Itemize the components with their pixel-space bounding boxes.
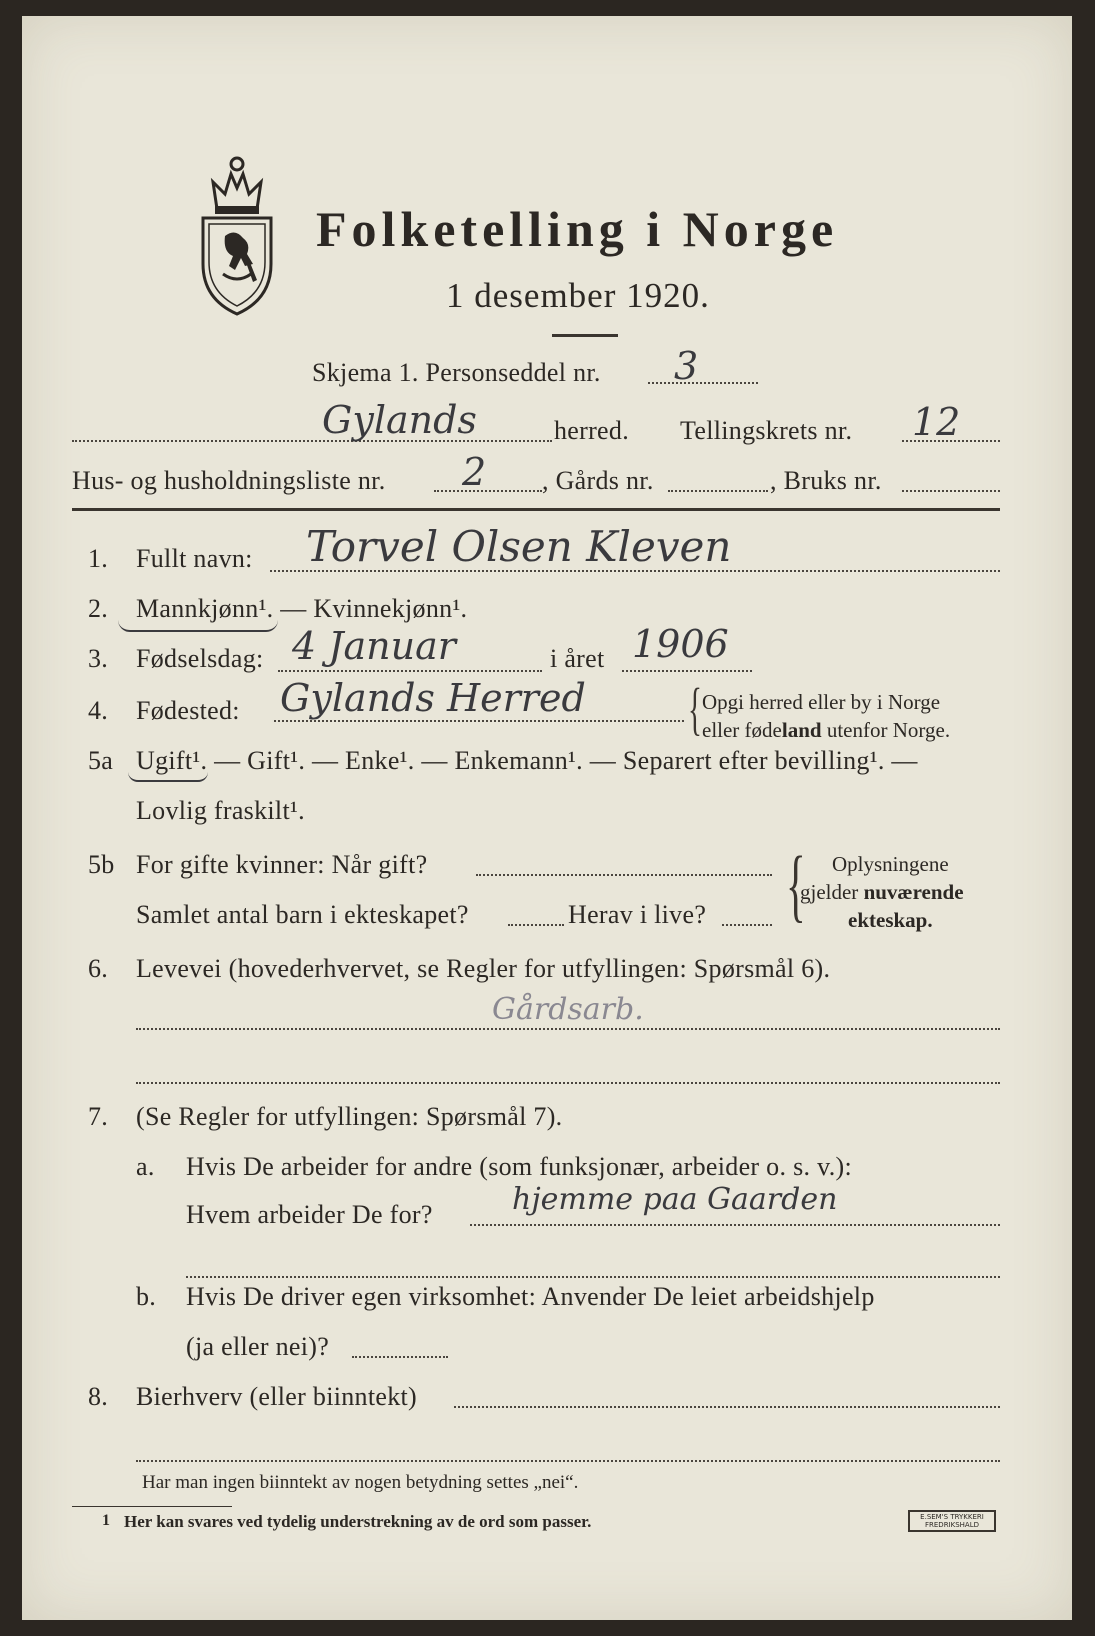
gender-underline-mark	[118, 620, 278, 632]
birthplace-line	[274, 720, 684, 722]
employer-value: hjemme paa Gaarden	[512, 1182, 838, 1217]
side-income-line-2	[136, 1460, 1000, 1462]
q7-number: 7.	[88, 1102, 109, 1131]
birth-year-line	[622, 670, 752, 672]
q1-label: Fullt navn:	[136, 544, 253, 573]
form-date: 1 desember 1920.	[446, 276, 710, 315]
title-divider	[552, 334, 618, 337]
marriage-note-line1: Oplysningene	[832, 852, 949, 876]
q7-label: (Se Regler for utfyllingen: Spørsmål 7).	[136, 1102, 563, 1131]
hired-help-line	[352, 1356, 448, 1358]
birthplace-note-line2: eller fødeland utenfor Norge.	[702, 718, 951, 742]
birth-year-label: i året	[550, 644, 605, 673]
q5a-options-cont: Lovlig fraskilt¹.	[136, 796, 305, 825]
q3-number: 3.	[88, 644, 109, 673]
norwegian-coat-of-arms-icon	[195, 154, 279, 316]
marriage-note-line2: gjelder nuværende	[800, 880, 964, 904]
q5b-number: 5b	[88, 850, 115, 879]
household-list-line	[434, 490, 542, 492]
q7a-label: Hvis De arbeider for andre (som funksjonær, arbeider o. s. v.):	[186, 1152, 852, 1181]
employer-line-1	[470, 1224, 1000, 1226]
footnote-divider	[72, 1506, 232, 1507]
q2-number: 2.	[88, 594, 109, 623]
footnote-marker: 1	[102, 1512, 110, 1529]
farm-number-label: , Gårds nr.	[542, 466, 654, 495]
occupation-value: Gårdsarb.	[492, 992, 644, 1027]
marriage-date-line	[476, 874, 772, 876]
census-district-label: Tellingskrets nr.	[680, 416, 853, 445]
q4-label: Fødested:	[136, 696, 240, 725]
schema-label: Skjema 1. Personseddel nr.	[312, 358, 601, 387]
q6-label: Levevei (hovederhvervet, se Regler for utfyllingen: Spørsmål 6).	[136, 954, 831, 983]
q5b-alive-label: Herav i live?	[568, 900, 707, 929]
footnote-text: Her kan svares ved tydelig understrekning av de ord som passer.	[124, 1512, 592, 1531]
q5b-children-label: Samlet antal barn i ekteskapet?	[136, 900, 469, 929]
q3-label: Fødselsdag:	[136, 644, 264, 673]
birth-year-value: 1906	[632, 622, 729, 666]
children-count-line	[508, 924, 564, 926]
full-name-value: Torvel Olsen Kleven	[306, 522, 732, 571]
household-list-value: 2	[462, 450, 487, 494]
q8-label: Bierhverv (eller biinntekt)	[136, 1382, 417, 1411]
marriage-note-line3: ekteskap.	[848, 908, 933, 932]
birthplace-value: Gylands Herred	[280, 676, 586, 720]
occupation-line-2	[136, 1082, 1000, 1084]
children-alive-line	[722, 924, 772, 926]
person-slip-number-line	[648, 382, 758, 384]
farm-number-line	[668, 490, 768, 492]
census-form-page	[22, 16, 1072, 1620]
marriage-note-brace: {	[786, 839, 806, 930]
q5b-label: For gifte kvinner: Når gift?	[136, 850, 428, 879]
birthplace-note-line1: Opgi herred eller by i Norge	[702, 690, 941, 714]
header-divider	[72, 508, 1000, 511]
q5a-number: 5a	[88, 746, 114, 775]
municipality-value: Gylands	[322, 398, 477, 442]
birthplace-note-brace: {	[688, 676, 702, 741]
holding-number-label: , Bruks nr.	[770, 466, 882, 495]
side-income-note: Har man ingen biinntekt av nogen betydning settes „nei“.	[142, 1472, 579, 1493]
q5a-options: Ugift¹. — Gift¹. — Enke¹. — Enkemann¹. — Separert efter bevilling¹. —	[136, 746, 918, 775]
census-district-value: 12	[912, 400, 961, 444]
q7a-employer-label: Hvem arbeider De for?	[186, 1200, 433, 1229]
q7b-label-cont: (ja eller nei)?	[186, 1332, 330, 1361]
side-income-line-1	[454, 1406, 1000, 1408]
holding-number-line	[902, 490, 1000, 492]
occupation-line-1	[136, 1028, 1000, 1030]
q7b-letter: b.	[136, 1282, 157, 1311]
q6-number: 6.	[88, 954, 109, 983]
q7b-label: Hvis De driver egen virksomhet: Anvender De leiet arbeidshjelp	[186, 1282, 875, 1311]
q7a-letter: a.	[136, 1152, 155, 1181]
q4-number: 4.	[88, 696, 109, 725]
birthday-value: 4 Januar	[292, 624, 456, 668]
employer-line-2	[186, 1276, 1000, 1278]
printer-stamp: E.SEM'S TRYKKERI FREDRIKSHALD	[908, 1510, 996, 1532]
q2-options: Mannkjønn¹. — Kvinnekjønn¹.	[136, 594, 468, 623]
birthday-line	[278, 670, 542, 672]
form-title: Folketelling i Norge	[316, 201, 839, 257]
q8-number: 8.	[88, 1382, 109, 1411]
municipality-label: herred.	[554, 416, 629, 445]
q1-number: 1.	[88, 544, 109, 573]
person-slip-number-value: 3	[674, 344, 699, 388]
household-list-label: Hus- og husholdningsliste nr.	[72, 466, 386, 495]
municipality-line	[72, 440, 552, 442]
marital-status-underline-mark	[128, 772, 208, 782]
